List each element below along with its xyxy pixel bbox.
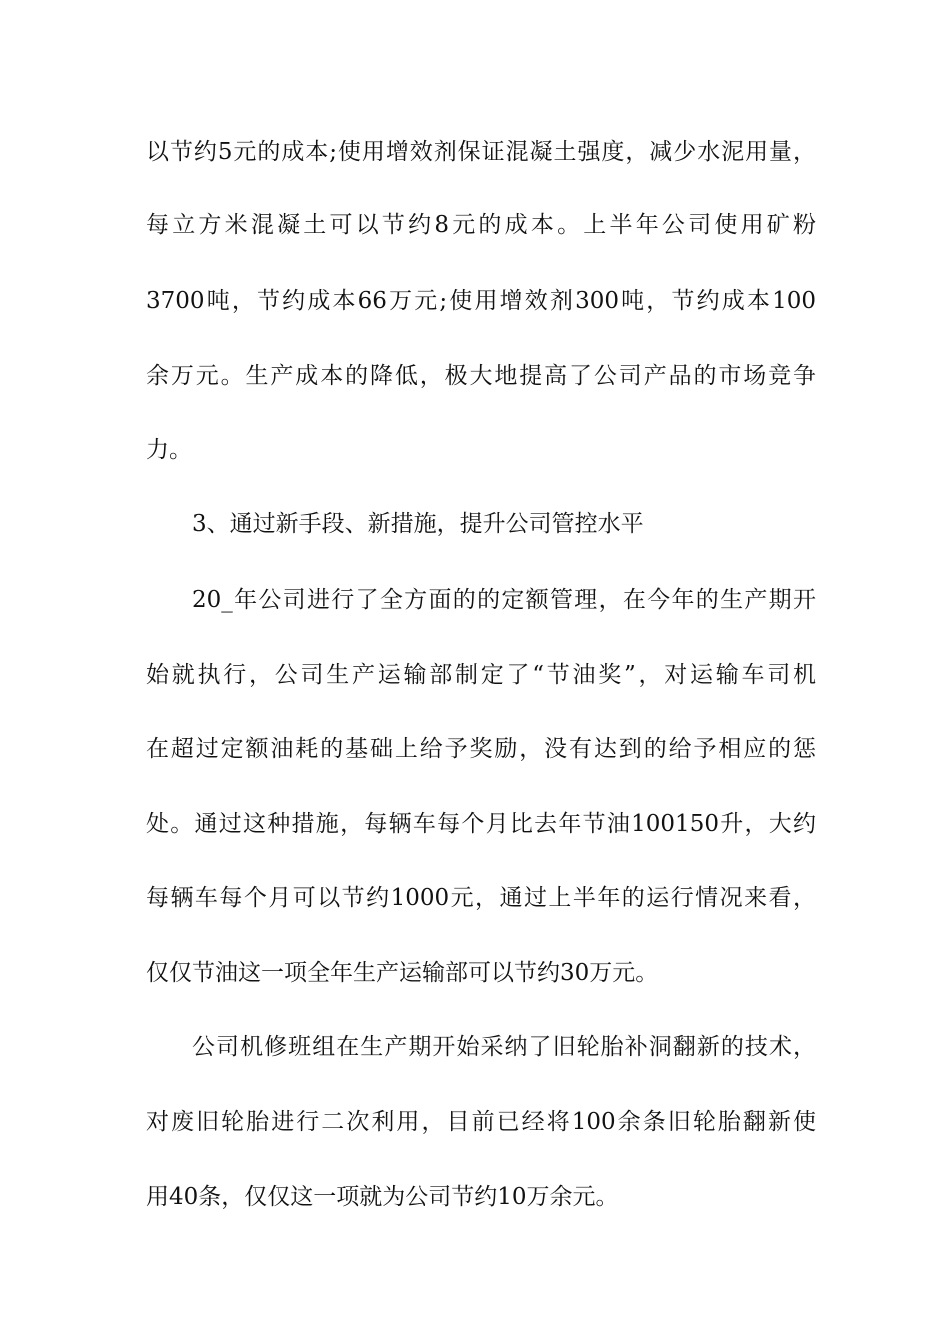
section-heading: 3、通过新手段、新措施，提升公司管控水平 — [192, 511, 644, 537]
text-line: 余万元。生产成本的降低，极大地提高了公司产品的市场竞争 — [146, 363, 816, 389]
text-line: 在超过定额油耗的基础上给予奖励，没有达到的给予相应的惩 — [146, 736, 816, 762]
text-line: 公司机修班组在生产期开始采纳了旧轮胎补洞翻新的技术， — [192, 1034, 816, 1060]
text-line: 仅仅节油这一项全年生产运输部可以节约30万元。 — [146, 960, 659, 986]
text-line: 以节约5元的成本;使用增效剂保证混凝土强度，减少水泥用量， — [146, 139, 816, 165]
text-line: 每立方米混凝土可以节约8元的成本。上半年公司使用矿粉 — [146, 212, 816, 238]
text-line: 处。通过这种措施，每辆车每个月比去年节油100150升，大约 — [146, 811, 816, 837]
text-line: 力。 — [146, 437, 192, 463]
text-line: 20_年公司进行了全方面的的定额管理，在今年的生产期开 — [192, 587, 816, 613]
text-line: 始就执行，公司生产运输部制定了“节油奖”，对运输车司机 — [146, 662, 816, 688]
text-line: 3700吨，节约成本66万元;使用增效剂300吨，节约成本100 — [146, 288, 816, 314]
text-line: 用40条，仅仅这一项就为公司节约10万余元。 — [146, 1184, 619, 1210]
text-line: 每辆车每个月可以节约1000元，通过上半年的运行情况来看， — [146, 885, 816, 911]
text-line: 对废旧轮胎进行二次利用，目前已经将100余条旧轮胎翻新使 — [146, 1109, 816, 1135]
